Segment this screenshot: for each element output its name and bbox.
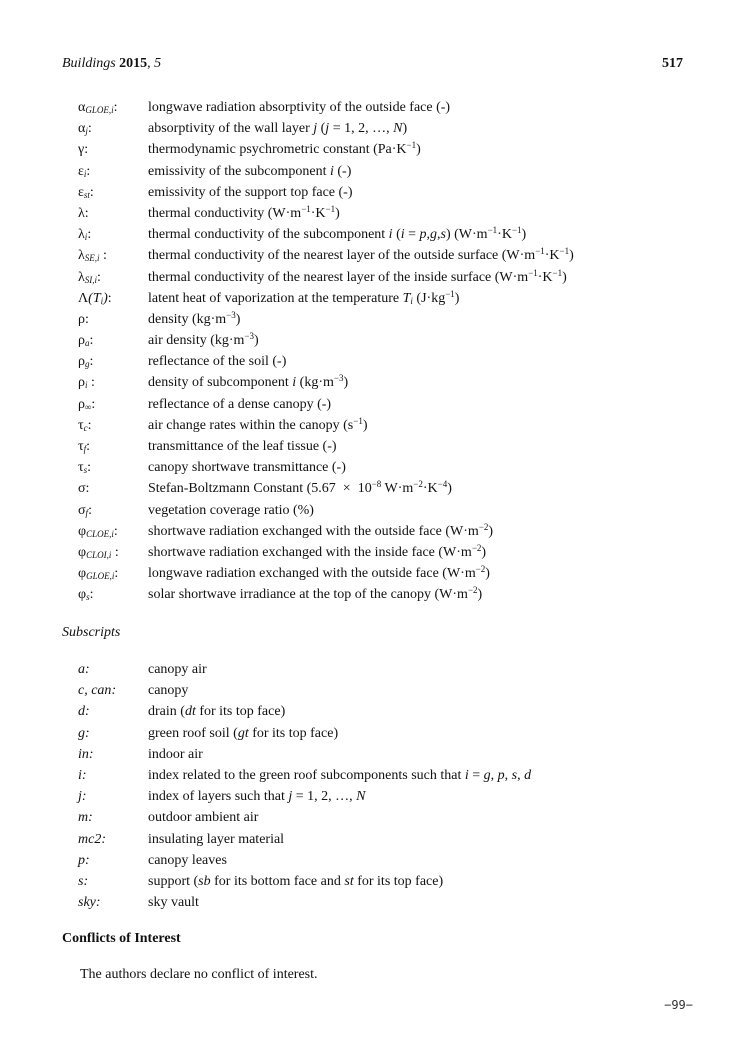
symbol-definition: density $(kg\cdot m^{-3})$ [148, 309, 241, 327]
subscript-row [78, 829, 698, 850]
symbol-row [78, 584, 698, 605]
symbol-definition: thermal conductivity of the nearest layer of the inside surface $(W\cdot m^{-1}\cdot K^{-1})$ [148, 267, 567, 285]
symbol-symbol: γ: [78, 142, 89, 158]
subscript-row [78, 680, 698, 701]
symbol-row [78, 139, 698, 160]
symbol-row [78, 563, 698, 584]
symbol-row [78, 415, 698, 436]
symbol-definition: transmittance of the leaf tissue (-) [148, 439, 337, 454]
page-number: 517 [662, 56, 683, 71]
symbol-definition: absorptivity of the wall layer j (j = 1, 2, …, N) [148, 121, 408, 137]
symbol-row [78, 330, 698, 351]
symbol-symbol: $\varphi_{GLOE,i}$: [78, 566, 119, 582]
symbol-row [78, 118, 698, 139]
symbol-definition: longwave radiation exchanged with the outside face $(W\cdot m^{-2})$ [148, 564, 490, 582]
symbol-symbol: σ: [78, 481, 90, 497]
symbol-definition: canopy shortwave transmittance (-) [148, 460, 346, 476]
subscript-row [78, 701, 698, 722]
subscript-row [78, 744, 698, 765]
symbol-definition: reflectance of the soil (-) [148, 354, 287, 370]
symbol-row [78, 351, 698, 372]
symbol-row [78, 267, 698, 288]
subscript-definition: canopy [148, 683, 189, 699]
symbol-definition: thermal conductivity of the nearest layer of the outside surface $(W\cdot m^{-1}\cdot K^{-1})$ [148, 246, 574, 264]
symbol-symbol: $\varepsilon_{st}$: [78, 184, 94, 200]
symbol-symbol: $\rho_g$: [78, 354, 94, 370]
symbol-symbol: $\varphi_{CLOE,i}$: [78, 523, 118, 539]
subscript-symbol: in: [78, 746, 94, 762]
symbol-symbol: $\lambda_{SI,i}$: [78, 269, 101, 285]
page-header [62, 56, 683, 76]
symbol-row [78, 542, 698, 563]
journal-name: Buildings [62, 56, 116, 71]
greek-symbols-list [78, 97, 698, 606]
subscript-symbol: mc2: [78, 831, 106, 847]
symbol-row [78, 288, 698, 309]
subscript-definition: canopy leaves [148, 852, 227, 868]
subscript-row [78, 765, 698, 786]
symbol-row [78, 203, 698, 224]
subscript-symbol: s: [78, 873, 89, 889]
symbol-row [78, 161, 698, 182]
conflicts-heading: Conflicts of Interest [62, 931, 181, 946]
subscript-symbol: i: [78, 767, 87, 783]
symbol-symbol: $\rho_a$: [78, 333, 94, 349]
symbol-symbol: $\lambda_{SE,i}$ : [78, 248, 107, 264]
subscripts-heading: Subscripts [62, 625, 121, 640]
symbol-symbol: $\alpha_{GLOE,i}$: [78, 100, 118, 115]
journal-volume: 5 [154, 56, 162, 71]
subscript-row [78, 659, 698, 680]
subscript-symbol: g: [78, 725, 90, 741]
symbol-row [78, 457, 698, 478]
subscript-row [78, 786, 698, 807]
symbol-definition: reflectance of a dense canopy (-) [148, 396, 332, 412]
symbol-definition: shortwave radiation exchanged with the outside face $(W\cdot m^{-2})$ [148, 521, 494, 539]
subscript-symbol: d: [78, 704, 90, 720]
symbol-definition: air density $(kg\cdot m^{-3})$ [148, 331, 259, 349]
symbol-definition: longwave radiation absorptivity of the outside face (-) [148, 100, 451, 115]
symbol-definition: shortwave radiation exchanged with the inside face $(W\cdot m^{-2})$ [148, 542, 487, 560]
symbol-row [78, 182, 698, 203]
symbol-row [78, 309, 698, 330]
symbol-definition: thermodynamic psychrometric constant $(Pa\cdot K^{-1})$ [148, 140, 421, 158]
symbol-symbol: $\sigma_f$: [78, 502, 92, 518]
symbol-symbol: ρ: [78, 311, 89, 327]
symbol-definition: vegetation coverage ratio (%) [148, 502, 314, 518]
subscript-row [78, 850, 698, 871]
subscript-symbol: m: [78, 810, 93, 826]
symbol-definition: Stefan-Boltzmann Constant ($5.67 \times 10^{-8}$ $W\cdot m^{-2}\cdot K^{-4}$) [148, 479, 452, 497]
symbol-symbol: $\varphi_s$: [78, 587, 94, 603]
symbol-symbol: $\rho_\infty$: [78, 396, 96, 412]
subscript-row [78, 807, 698, 828]
journal-citation: Buildings 2015, 5 [62, 56, 162, 71]
symbol-definition: latent heat of vaporization at the temperature $T_i$ $(J\cdot kg^{-1})$ [148, 288, 460, 306]
journal-year: 2015 [119, 56, 148, 71]
subscript-symbol: p: [78, 852, 90, 868]
subscript-definition: insulating layer material [148, 831, 285, 847]
symbol-symbol: $\tau_f$: [78, 439, 91, 454]
conflicts-text: The authors declare no conflict of interest. [80, 967, 318, 982]
symbol-definition: thermal conductivity of the subcomponent i (i = p,g,s) $(W\cdot m^{-1}\cdot K^{-1})$ [148, 225, 527, 243]
symbol-row [78, 245, 698, 266]
page-marker: −99− [664, 998, 693, 1012]
subscript-row [78, 723, 698, 744]
subscript-definition: drain (dt for its top face) [148, 704, 286, 720]
symbol-symbol: $\varphi_{CLOI,i}$ : [78, 544, 119, 560]
symbol-definition: thermal conductivity $(W\cdot m^{-1}\cdot K^{-1})$ [148, 203, 340, 221]
symbol-row [78, 500, 698, 521]
symbol-symbol: $\rho_i$ : [78, 375, 95, 391]
subscript-definition: indoor air [148, 746, 203, 762]
symbol-symbol: $\tau_s$: [78, 460, 92, 476]
symbol-definition: density of subcomponent i $(kg\cdot m^{-3})$ [148, 373, 349, 391]
symbol-symbol: $\Lambda(T_i)$: [78, 290, 112, 306]
subscript-definition: index of layers such that j = 1, 2, …, N [148, 789, 366, 805]
symbol-definition: emissivity of the support top face (-) [148, 184, 353, 200]
subscript-definition: support (sb for its bottom face and st for its top face) [148, 873, 444, 889]
subscript-symbol: a: [78, 662, 90, 677]
subscript-symbol: sky: [78, 895, 101, 911]
symbol-definition: solar shortwave irradiance at the top of the canopy $(W\cdot m^{-2})$ [148, 585, 483, 603]
symbol-definition: emissivity of the subcomponent i (-) [148, 163, 352, 179]
symbol-row [78, 436, 698, 457]
subscript-symbol: j: [78, 789, 87, 805]
symbol-row [78, 394, 698, 415]
symbol-symbol: $\tau_c$: [78, 417, 92, 433]
subscript-definition: sky vault [148, 895, 199, 911]
subscript-definition: canopy air [148, 662, 207, 677]
subscript-row [78, 871, 698, 892]
subscript-symbol: c, can: [78, 683, 117, 699]
subscript-definition: index related to the green roof subcomponents such that i = g, p, s, d [148, 767, 532, 783]
subscript-definition: green roof soil (gt for its top face) [148, 725, 339, 741]
symbol-symbol: $\alpha_j$: [78, 121, 92, 137]
symbol-definition: air change rates within the canopy $(s^{-1})$ [148, 415, 368, 433]
symbol-row [78, 478, 698, 499]
symbol-symbol: λ: [78, 205, 89, 221]
symbol-symbol: $\lambda_i$: [78, 227, 92, 243]
symbol-row [78, 97, 698, 118]
subscript-definition: outdoor ambient air [148, 810, 259, 826]
symbol-row [78, 372, 698, 393]
symbol-symbol: $\varepsilon_i$: [78, 163, 91, 179]
subscripts-list [78, 659, 698, 913]
symbol-row [78, 224, 698, 245]
symbol-row [78, 521, 698, 542]
subscript-row [78, 892, 698, 913]
